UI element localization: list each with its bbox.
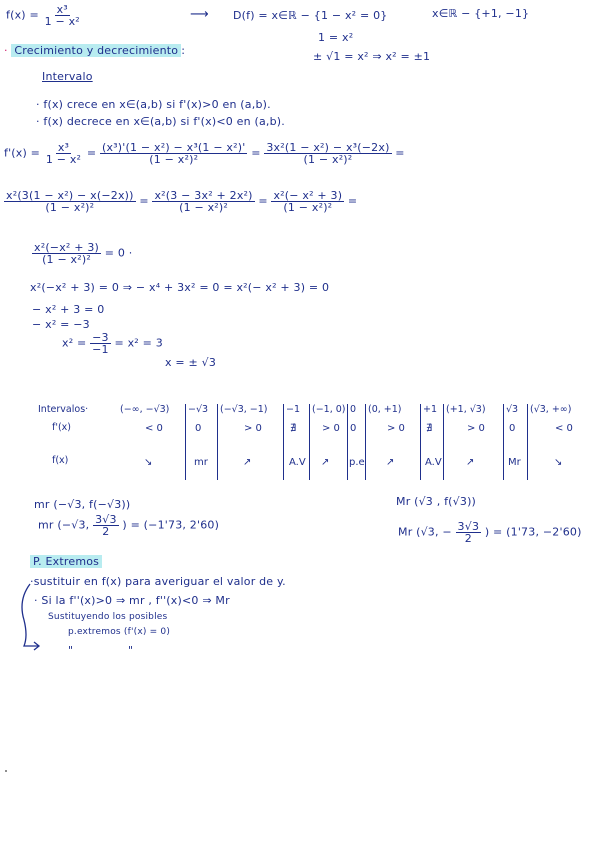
- table-column-divider: [443, 404, 444, 480]
- extremos-line-4: p.extremos (f'(x) = 0): [68, 627, 171, 637]
- fx-denominator: 1 − x²: [44, 15, 80, 28]
- fprime-sign-cell: ∄: [290, 423, 297, 434]
- table-column-divider: [347, 404, 348, 480]
- deriv-eq-num: x²(−x² + 3): [34, 241, 100, 254]
- solve4-den: −1: [92, 343, 109, 356]
- crecimiento-heading: Crecimiento y decrecimiento: [11, 44, 181, 57]
- f-behaviour-cell: ↗: [243, 457, 252, 468]
- table-column-divider: [503, 404, 504, 480]
- f-behaviour-cell: ↗: [386, 457, 395, 468]
- deriv-lhs: f'(x) =: [4, 146, 41, 160]
- deriv-step1: [100, 142, 248, 165]
- fprime-sign-cell: 0: [195, 423, 202, 434]
- solve-line-2: − x² + 3 = 0: [32, 303, 105, 316]
- deriv-step1-den: (1 − x²)²: [149, 153, 199, 166]
- f-behaviour-cell: ↗: [321, 457, 330, 468]
- table-header-cell: (−√3, −1): [220, 404, 268, 415]
- solve4-rhs: = x² = 3: [114, 336, 163, 350]
- equals-sign: =: [251, 146, 261, 160]
- fprime-sign-cell: > 0: [387, 423, 405, 434]
- deriv-step2-den: (1 − x²)²: [303, 153, 353, 166]
- rule-decrece: · f(x) decrece en x∈(a,b) si f'(x)<0 en (a,b).: [36, 115, 285, 128]
- table-row-header: Intervalos·: [38, 404, 89, 415]
- table-header-cell: (−1, 0): [312, 404, 346, 415]
- deriv-lhs-den: 1 − x²: [45, 153, 82, 166]
- bracket-arrow-icon: [14, 580, 44, 656]
- table-header-cell: (+1, √3): [446, 404, 486, 415]
- deriv-step5-den: (1 − x²)²: [283, 201, 333, 214]
- deriv-step4: [152, 190, 254, 213]
- deriv-step3: [4, 190, 136, 213]
- solve-line-4: [62, 332, 163, 355]
- table-column-divider: [527, 404, 528, 480]
- min-point-1: mr (−√3, f(−√3)): [34, 498, 131, 511]
- table-column-divider: [217, 404, 218, 480]
- domain-expression: D(f) = x∈ℝ − {1 − x² = 0}: [233, 9, 388, 22]
- table-header-cell: (−∞, −√3): [120, 404, 170, 415]
- derivative-line-2: [4, 190, 357, 213]
- max-point-2: [398, 521, 582, 544]
- table-header-cell: (0, +1): [368, 404, 402, 415]
- fx-fraction: [43, 4, 82, 27]
- table-f-label: f(x): [52, 455, 69, 466]
- deriv-eq-fraction: [32, 242, 101, 265]
- f-behaviour-cell: ↗: [466, 457, 475, 468]
- deriv-step3-num: x²(3(1 − x²) − x(−2x)): [6, 189, 134, 202]
- solve4-fraction: [90, 332, 111, 355]
- min-point-2: [38, 514, 219, 537]
- max2-num: 3√3: [457, 520, 480, 533]
- derivative-line-1: [4, 142, 405, 165]
- solve4-lhs: x² =: [62, 336, 87, 350]
- equals-sign: =: [347, 194, 358, 208]
- table-column-divider: [283, 404, 284, 480]
- f-behaviour-cell: ↘: [554, 457, 563, 468]
- deriv-step1-num: (x³)'(1 − x²) − x³(1 − x²)': [101, 141, 246, 154]
- table-header-cell: −1: [286, 404, 301, 415]
- fprime-sign-cell: < 0: [555, 423, 573, 434]
- extremos-line-2: · Si la f''(x)>0 ⇒ mr , f''(x)<0 ⇒ Mr: [34, 594, 230, 607]
- max2-lhs: Mr (√3, −: [398, 525, 452, 539]
- min2-num: 3√3: [95, 513, 117, 526]
- max2-rhs: ) = (1'73, −2'60): [484, 525, 582, 539]
- fprime-sign-cell: > 0: [467, 423, 485, 434]
- min2-fraction: [93, 514, 119, 537]
- domain-eq1: 1 = x²: [318, 31, 354, 44]
- table-header-cell: (√3, +∞): [530, 404, 572, 415]
- deriv-eq-den: (1 − x²)²: [42, 253, 91, 266]
- stray-dot: [5, 770, 7, 772]
- min2-lhs: mr (−√3,: [38, 518, 90, 532]
- extremos-heading: P. Extremos: [30, 555, 102, 568]
- max-point-1: Mr (√3 , f(√3)): [396, 495, 477, 508]
- equals-sign: =: [86, 146, 97, 160]
- rule-crece: · f(x) crece en x∈(a,b) si f'(x)>0 en (a,b).: [36, 98, 271, 111]
- fx-numerator: x³: [56, 3, 68, 16]
- table-header-cell: +1: [423, 404, 438, 415]
- deriv-lhs-fraction: [44, 142, 83, 165]
- f-behaviour-cell: mr: [194, 457, 208, 468]
- deriv-step5-num: x²(− x² + 3): [273, 189, 343, 202]
- solve-line-1: x²(−x² + 3) = 0 ⇒ − x⁴ + 3x² = 0 = x²(− x² + 3) = 0: [30, 281, 330, 294]
- fprime-sign-cell: 0: [509, 423, 516, 434]
- deriv-step4-den: (1 − x²)²: [179, 201, 229, 214]
- fprime-sign-cell: 0: [350, 423, 357, 434]
- section-title-crecimiento: · Crecimiento y decrecimiento :: [4, 44, 186, 57]
- domain-eq2: ± √1 = x² ⇒ x² = ±1: [313, 50, 431, 63]
- section-title-extremos: [30, 555, 102, 568]
- ditto-mark-2: ": [128, 644, 134, 657]
- ditto-mark-1: ": [68, 644, 74, 657]
- table-column-divider: [185, 404, 186, 480]
- equals-sign: =: [258, 194, 268, 208]
- equals-sign: =: [395, 146, 405, 160]
- deriv-step3-den: (1 − x²)²: [45, 201, 95, 214]
- table-column-divider: [420, 404, 421, 480]
- max2-den: 2: [464, 532, 472, 545]
- function-definition: [6, 4, 82, 27]
- solve-line-3: − x² = −3: [32, 318, 90, 331]
- table-fprime-label: f'(x): [52, 422, 71, 433]
- table-column-divider: [309, 404, 310, 480]
- fprime-sign-cell: ∄: [426, 423, 433, 434]
- max2-fraction: [456, 521, 482, 544]
- deriv-step2: [264, 142, 391, 165]
- solve4-num: −3: [92, 331, 109, 344]
- extremos-line-1: ·sustituir en f(x) para averiguar el valor de y.: [30, 575, 286, 588]
- table-header-cell: √3: [506, 404, 519, 415]
- deriv-lhs-num: x³: [57, 141, 70, 154]
- f-behaviour-cell: A.V: [289, 457, 306, 468]
- extremos-line-3: Sustituyendo los posibles: [48, 612, 168, 622]
- intervalo-label: Intervalo: [42, 70, 93, 83]
- f-behaviour-cell: p.e: [349, 457, 365, 468]
- deriv-step4-num: x²(3 − 3x² + 2x²): [154, 189, 253, 202]
- table-header-cell: 0: [350, 404, 357, 415]
- deriv-eq-rhs: = 0 ·: [104, 246, 133, 260]
- f-behaviour-cell: Mr: [508, 457, 521, 468]
- equals-sign: =: [139, 194, 149, 208]
- fprime-sign-cell: < 0: [145, 423, 163, 434]
- f-behaviour-cell: ↘: [144, 457, 153, 468]
- domain-set: x∈ℝ − {+1, −1}: [432, 7, 530, 20]
- fprime-sign-cell: > 0: [244, 423, 262, 434]
- f-behaviour-cell: A.V: [425, 457, 442, 468]
- heading-colon: :: [181, 44, 186, 57]
- arrow: ⟶: [190, 7, 209, 22]
- deriv-step2-num: 3x²(1 − x²) − x³(−2x): [266, 141, 390, 154]
- solve-line-5: x = ± √3: [165, 356, 217, 369]
- deriv-step5: [271, 190, 344, 213]
- fx-label: f(x) =: [6, 8, 39, 22]
- min2-den: 2: [102, 525, 110, 538]
- min2-rhs: ) = (−1'73, 2'60): [122, 518, 220, 532]
- derivative-equation: [32, 242, 132, 265]
- fprime-sign-cell: > 0: [322, 423, 340, 434]
- table-column-divider: [365, 404, 366, 480]
- table-header-cell: −√3: [188, 404, 209, 415]
